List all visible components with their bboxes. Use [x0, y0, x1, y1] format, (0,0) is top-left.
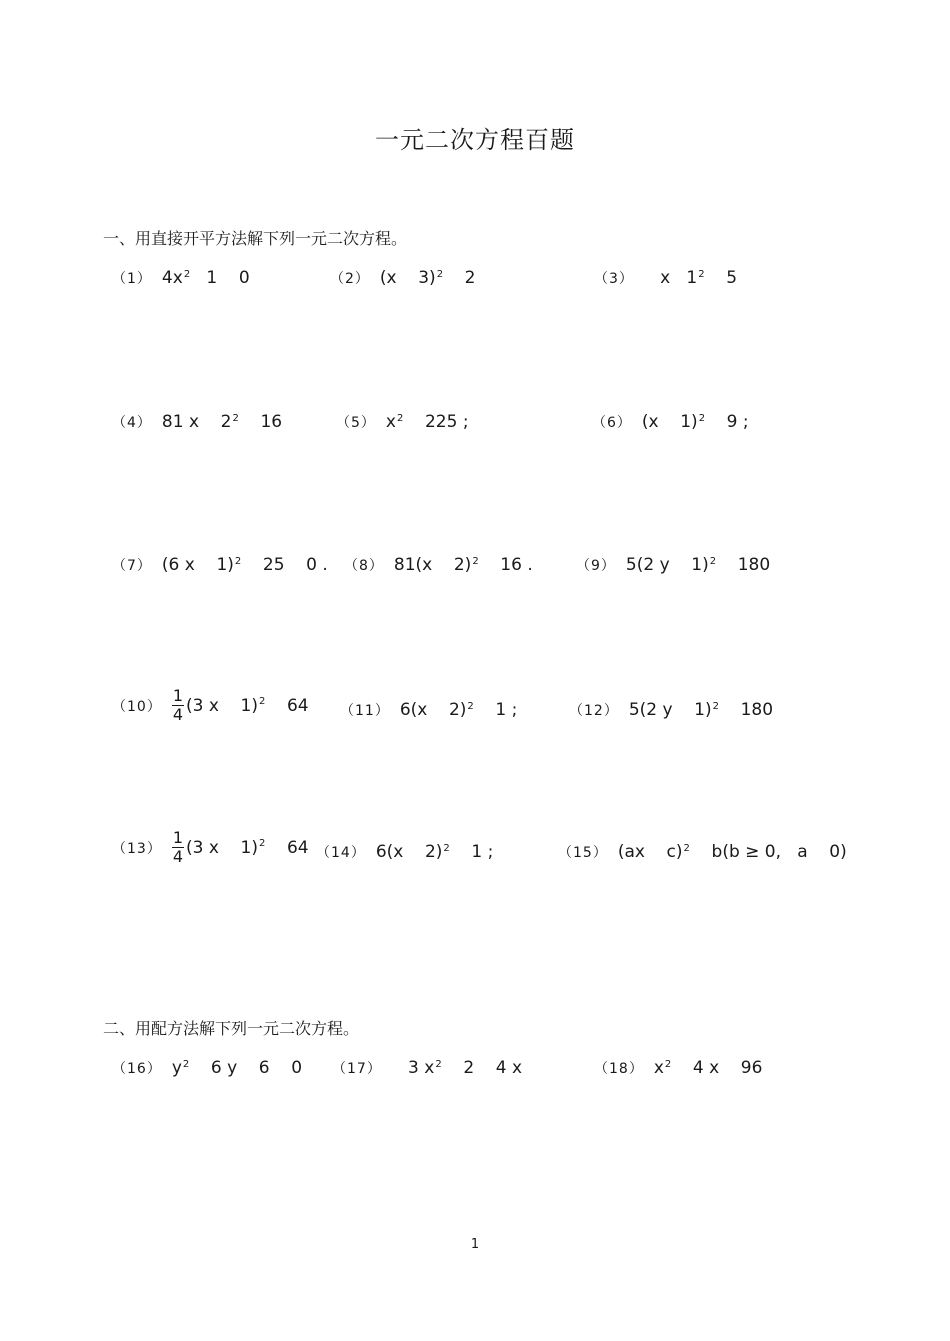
problem-number: （15）	[558, 845, 608, 861]
equation-base: x	[385, 412, 396, 432]
exponent: 2	[259, 696, 266, 707]
equation-rest: 9 ;	[705, 412, 749, 432]
problem-number: （10）	[112, 698, 162, 715]
equation-rest: 2 4 x	[441, 1058, 523, 1078]
problem-number: （6）	[592, 415, 632, 431]
equation	[162, 555, 328, 575]
equation	[172, 1058, 302, 1078]
equation-base: 6(x 2)	[399, 700, 467, 720]
equation	[400, 700, 518, 720]
problem-12	[569, 700, 773, 720]
equation-base: 3 x	[391, 1058, 435, 1078]
equation-base: (x 3)	[379, 268, 436, 288]
problem-number: （18）	[594, 1061, 644, 1077]
equation-base: (ax c)	[617, 842, 683, 862]
exponent: 2	[396, 412, 404, 424]
problem-number: （16）	[112, 1061, 162, 1077]
equation-base: 5(2 y 1)	[628, 700, 712, 720]
equation-base: 6(x 2)	[375, 842, 443, 862]
equation-rest: 25 0 .	[241, 555, 328, 575]
equation	[172, 829, 309, 866]
equation-base: (3 x 1)	[186, 695, 258, 716]
exponent: 2	[709, 555, 717, 567]
problem-15	[558, 842, 847, 862]
exponent: 2	[683, 842, 690, 854]
equation-rest: 64	[265, 837, 309, 858]
problem-17	[332, 1058, 522, 1078]
equation	[629, 700, 773, 720]
problem-10	[112, 687, 309, 724]
section-heading-1: 一、用直接开平方法解下列一元二次方程。	[103, 229, 408, 248]
problem-7	[112, 555, 328, 575]
equation-rest: 64	[265, 695, 309, 716]
fraction	[172, 687, 184, 724]
exponent: 2	[472, 555, 479, 567]
fraction-numerator: 1	[172, 828, 184, 847]
equation-rest: 1 0	[190, 268, 250, 288]
problem-number: （3）	[594, 271, 634, 287]
equation-rest: b(b ≥ 0, a 0)	[689, 842, 847, 862]
equation-rest: 2	[443, 268, 476, 288]
equation	[644, 268, 737, 288]
equation	[618, 842, 847, 862]
exponent: 2	[698, 268, 705, 280]
problem-number: （8）	[344, 558, 384, 574]
problem-number: （17）	[332, 1061, 382, 1077]
equation-rest: 225 ;	[403, 412, 469, 432]
exponent: 2	[259, 838, 266, 849]
equation	[654, 1058, 763, 1078]
equation-base: (3 x 1)	[186, 837, 258, 858]
equation-base: 5(2 y 1)	[625, 555, 709, 575]
exponent: 2	[712, 700, 719, 712]
equation	[376, 842, 494, 862]
problem-18	[594, 1058, 762, 1078]
problem-number: （11）	[340, 703, 390, 719]
equation-rest: 1 ;	[473, 700, 518, 720]
equation	[380, 268, 476, 288]
problem-4	[112, 412, 282, 432]
fraction-denominator: 4	[172, 705, 184, 724]
equation-base: x	[653, 1058, 664, 1078]
exponent: 2	[435, 1058, 442, 1070]
problem-number: （9）	[576, 558, 616, 574]
exponent: 2	[182, 1058, 190, 1070]
problem-14	[316, 842, 493, 862]
problem-number: （5）	[336, 415, 376, 431]
equation-rest: 180	[719, 700, 774, 720]
equation-rest: 4 x 96	[671, 1058, 763, 1078]
equation-rest: 180	[716, 555, 771, 575]
fraction	[172, 829, 184, 866]
problem-5	[336, 412, 469, 432]
equation-rest: 5	[704, 268, 738, 288]
equation-base: (6 x 1)	[161, 555, 234, 575]
exponent: 2	[232, 412, 239, 424]
equation-base: 81(x 2)	[393, 555, 472, 575]
problem-number: （14）	[316, 845, 366, 861]
problem-11	[340, 700, 517, 720]
equation-rest: 6 y 6 0	[189, 1058, 303, 1078]
exponent: 2	[467, 700, 474, 712]
equation	[392, 1058, 522, 1078]
equation-rest: 16	[238, 412, 283, 432]
problem-9	[576, 555, 770, 575]
problem-13	[112, 829, 309, 866]
problem-2	[330, 268, 476, 288]
exponent: 2	[234, 555, 242, 567]
equation-base: x 1	[643, 268, 698, 288]
equation-rest: 1 ;	[449, 842, 494, 862]
equation-base: (x 1)	[641, 412, 698, 432]
exponent: 2	[183, 268, 191, 280]
fraction-denominator: 4	[172, 847, 184, 866]
equation	[162, 268, 250, 288]
page-title: 一元二次方程百题	[375, 126, 575, 154]
equation-base: y	[171, 1058, 182, 1078]
fraction-numerator: 1	[172, 686, 184, 705]
equation	[162, 412, 282, 432]
exponent: 2	[436, 268, 444, 280]
problem-3	[594, 268, 737, 288]
section-heading-2: 二、用配方法解下列一元二次方程。	[103, 1019, 360, 1038]
problem-number: （12）	[569, 703, 619, 719]
equation-base: 81 x 2	[161, 412, 232, 432]
problem-number: （1）	[112, 271, 152, 287]
problem-number: （13）	[112, 840, 162, 857]
problem-8	[344, 555, 533, 575]
exponent: 2	[443, 842, 450, 854]
equation	[172, 687, 309, 724]
equation	[642, 412, 749, 432]
equation-rest: 16 .	[478, 555, 533, 575]
problem-6	[592, 412, 749, 432]
problem-number: （4）	[112, 415, 152, 431]
exponent: 2	[698, 412, 706, 424]
problem-number: （2）	[330, 271, 370, 287]
problem-16	[112, 1058, 302, 1078]
page-number: 1	[470, 1237, 480, 1252]
equation-base: 4x	[161, 268, 183, 288]
problem-1	[112, 268, 250, 288]
equation	[386, 412, 469, 432]
equation	[394, 555, 533, 575]
equation	[626, 555, 770, 575]
problem-number: （7）	[112, 558, 152, 574]
exponent: 2	[664, 1058, 672, 1070]
